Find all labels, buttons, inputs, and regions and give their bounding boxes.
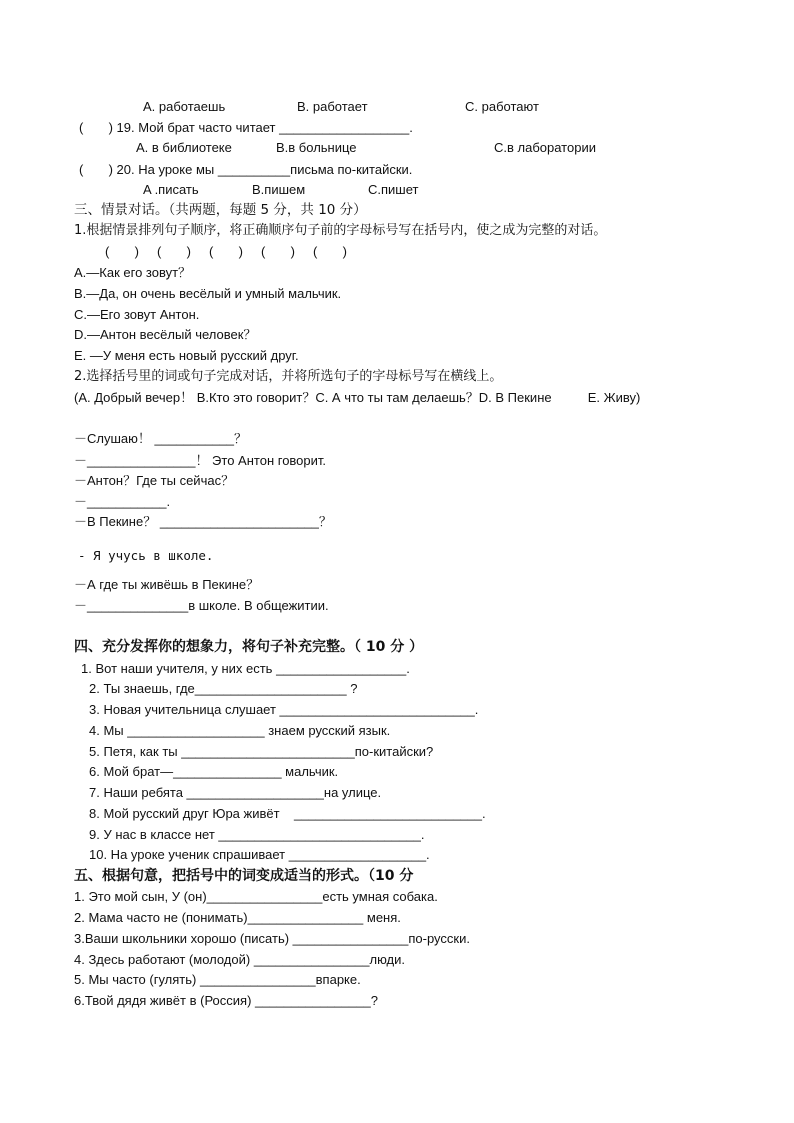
dialog-line-a: A.—Как его зовут？ (74, 265, 192, 280)
question-20: ( ) 20. На уроке мы __________письма по-китайски. (79, 162, 413, 177)
section-5-title: 五、根据句意，把括号中的词变成适当的形式。（10 分 (74, 868, 414, 884)
q19-option-b: B.в больнице (276, 140, 357, 155)
completion-item: 7. Наши ребята ___________________на улице. (89, 785, 382, 800)
word-form-item: 2. Мама часто не (понимать)________________ меня. (74, 910, 401, 925)
q20-option-a: A .писать (143, 182, 199, 197)
order-brackets: ( ) ( ) ( ) ( ) ( ) (105, 244, 347, 259)
fill-dialog-line: －______________в школе. В общежитии. (74, 598, 329, 613)
q18-option-a: A. работаешь (143, 99, 226, 114)
dialog-line-b: B.—Да, он очень весёлый и умный мальчик. (74, 286, 342, 301)
completion-item: 2. Ты знаешь, где_____________________ ? (89, 681, 358, 696)
dialog-options: (A. Добрый вечер！ B.Кто это говорит？C. А что ты там делаешь？D. В Пекине E. Живу) (74, 390, 641, 405)
word-form-item: 5. Мы часто (гулять) ________________впарке. (74, 972, 361, 987)
dialog-line-c: C.—Его зовут Антон. (74, 307, 200, 322)
completion-item: 9. У нас в классе нет ____________________________. (89, 827, 425, 842)
q20-option-b: B.пишем (252, 182, 306, 197)
word-form-item: 4. Здесь работают (молодой) ________________люди. (74, 952, 406, 967)
fill-dialog-line: －Слушаю！ ___________？ (74, 431, 248, 446)
fill-dialog-line: －А где ты живёшь в Пекине？ (74, 577, 260, 592)
q19-option-c: C.в лаборатории (494, 140, 596, 155)
dialog-line-e: E. —У меня есть новый русский друг. (74, 348, 299, 363)
completion-item: 5. Петя, как ты ________________________по-китайски? (89, 744, 434, 759)
q18-option-b: B. работает (297, 99, 368, 114)
section-3-task-1: 1.根据情景排列句子顺序，将正确顺序句子前的字母标号写在括号内，使之成为完整的对话。 (74, 223, 607, 238)
q20-option-c: C.пишет (368, 182, 419, 197)
section-4-title: 四、充分发挥你的想象力，将句子补充完整。（ 10 分 ） (74, 639, 424, 655)
section-3-task-2: 2.选择括号里的词或句子完成对话，并将所选句子的字母标号写在横线上。 (74, 369, 503, 384)
fill-dialog-line: －_______________！ Это Антон говорит. (74, 453, 327, 468)
q19-option-a: A. в библиотеке (136, 140, 232, 155)
completion-item: 3. Новая учительница слушает ___________________________. (89, 702, 479, 717)
q18-option-c: C. работают (465, 99, 539, 114)
completion-item: 1. Вот наши учителя, у них есть __________________. (81, 661, 410, 676)
completion-item: 10. На уроке ученик спрашивает ___________________. (89, 847, 430, 862)
fill-dialog-line: －Антон？Где ты сейчас？ (74, 473, 235, 488)
question-19: ( ) 19. Мой брат часто читает __________________. (79, 120, 413, 135)
fill-dialog-line: －В Пекине？ ______________________？ (74, 514, 332, 529)
section-3-title: 三、情景对话。（共两题，每题 5 分，共 10 分） (74, 202, 367, 218)
fill-dialog-line: －___________. (74, 494, 171, 509)
fill-dialog-line: - Я учусь в школе. (78, 548, 214, 563)
completion-item: 6. Мой брат—_______________ мальчик. (89, 764, 339, 779)
completion-item: 4. Мы ___________________ знаем русский язык. (89, 723, 391, 738)
word-form-item: 3.Ваши школьники хорошо (писать) ________________по-русски. (74, 931, 470, 946)
completion-item: 8. Мой русский друг Юра живёт __________________________. (89, 806, 486, 821)
word-form-item: 1. Это мой сын, У (он)________________есть умная собака. (74, 889, 438, 904)
word-form-item: 6.Твой дядя живёт в (Россия) ________________? (74, 993, 378, 1008)
dialog-line-d: D.—Антон весёлый человек？ (74, 327, 257, 342)
